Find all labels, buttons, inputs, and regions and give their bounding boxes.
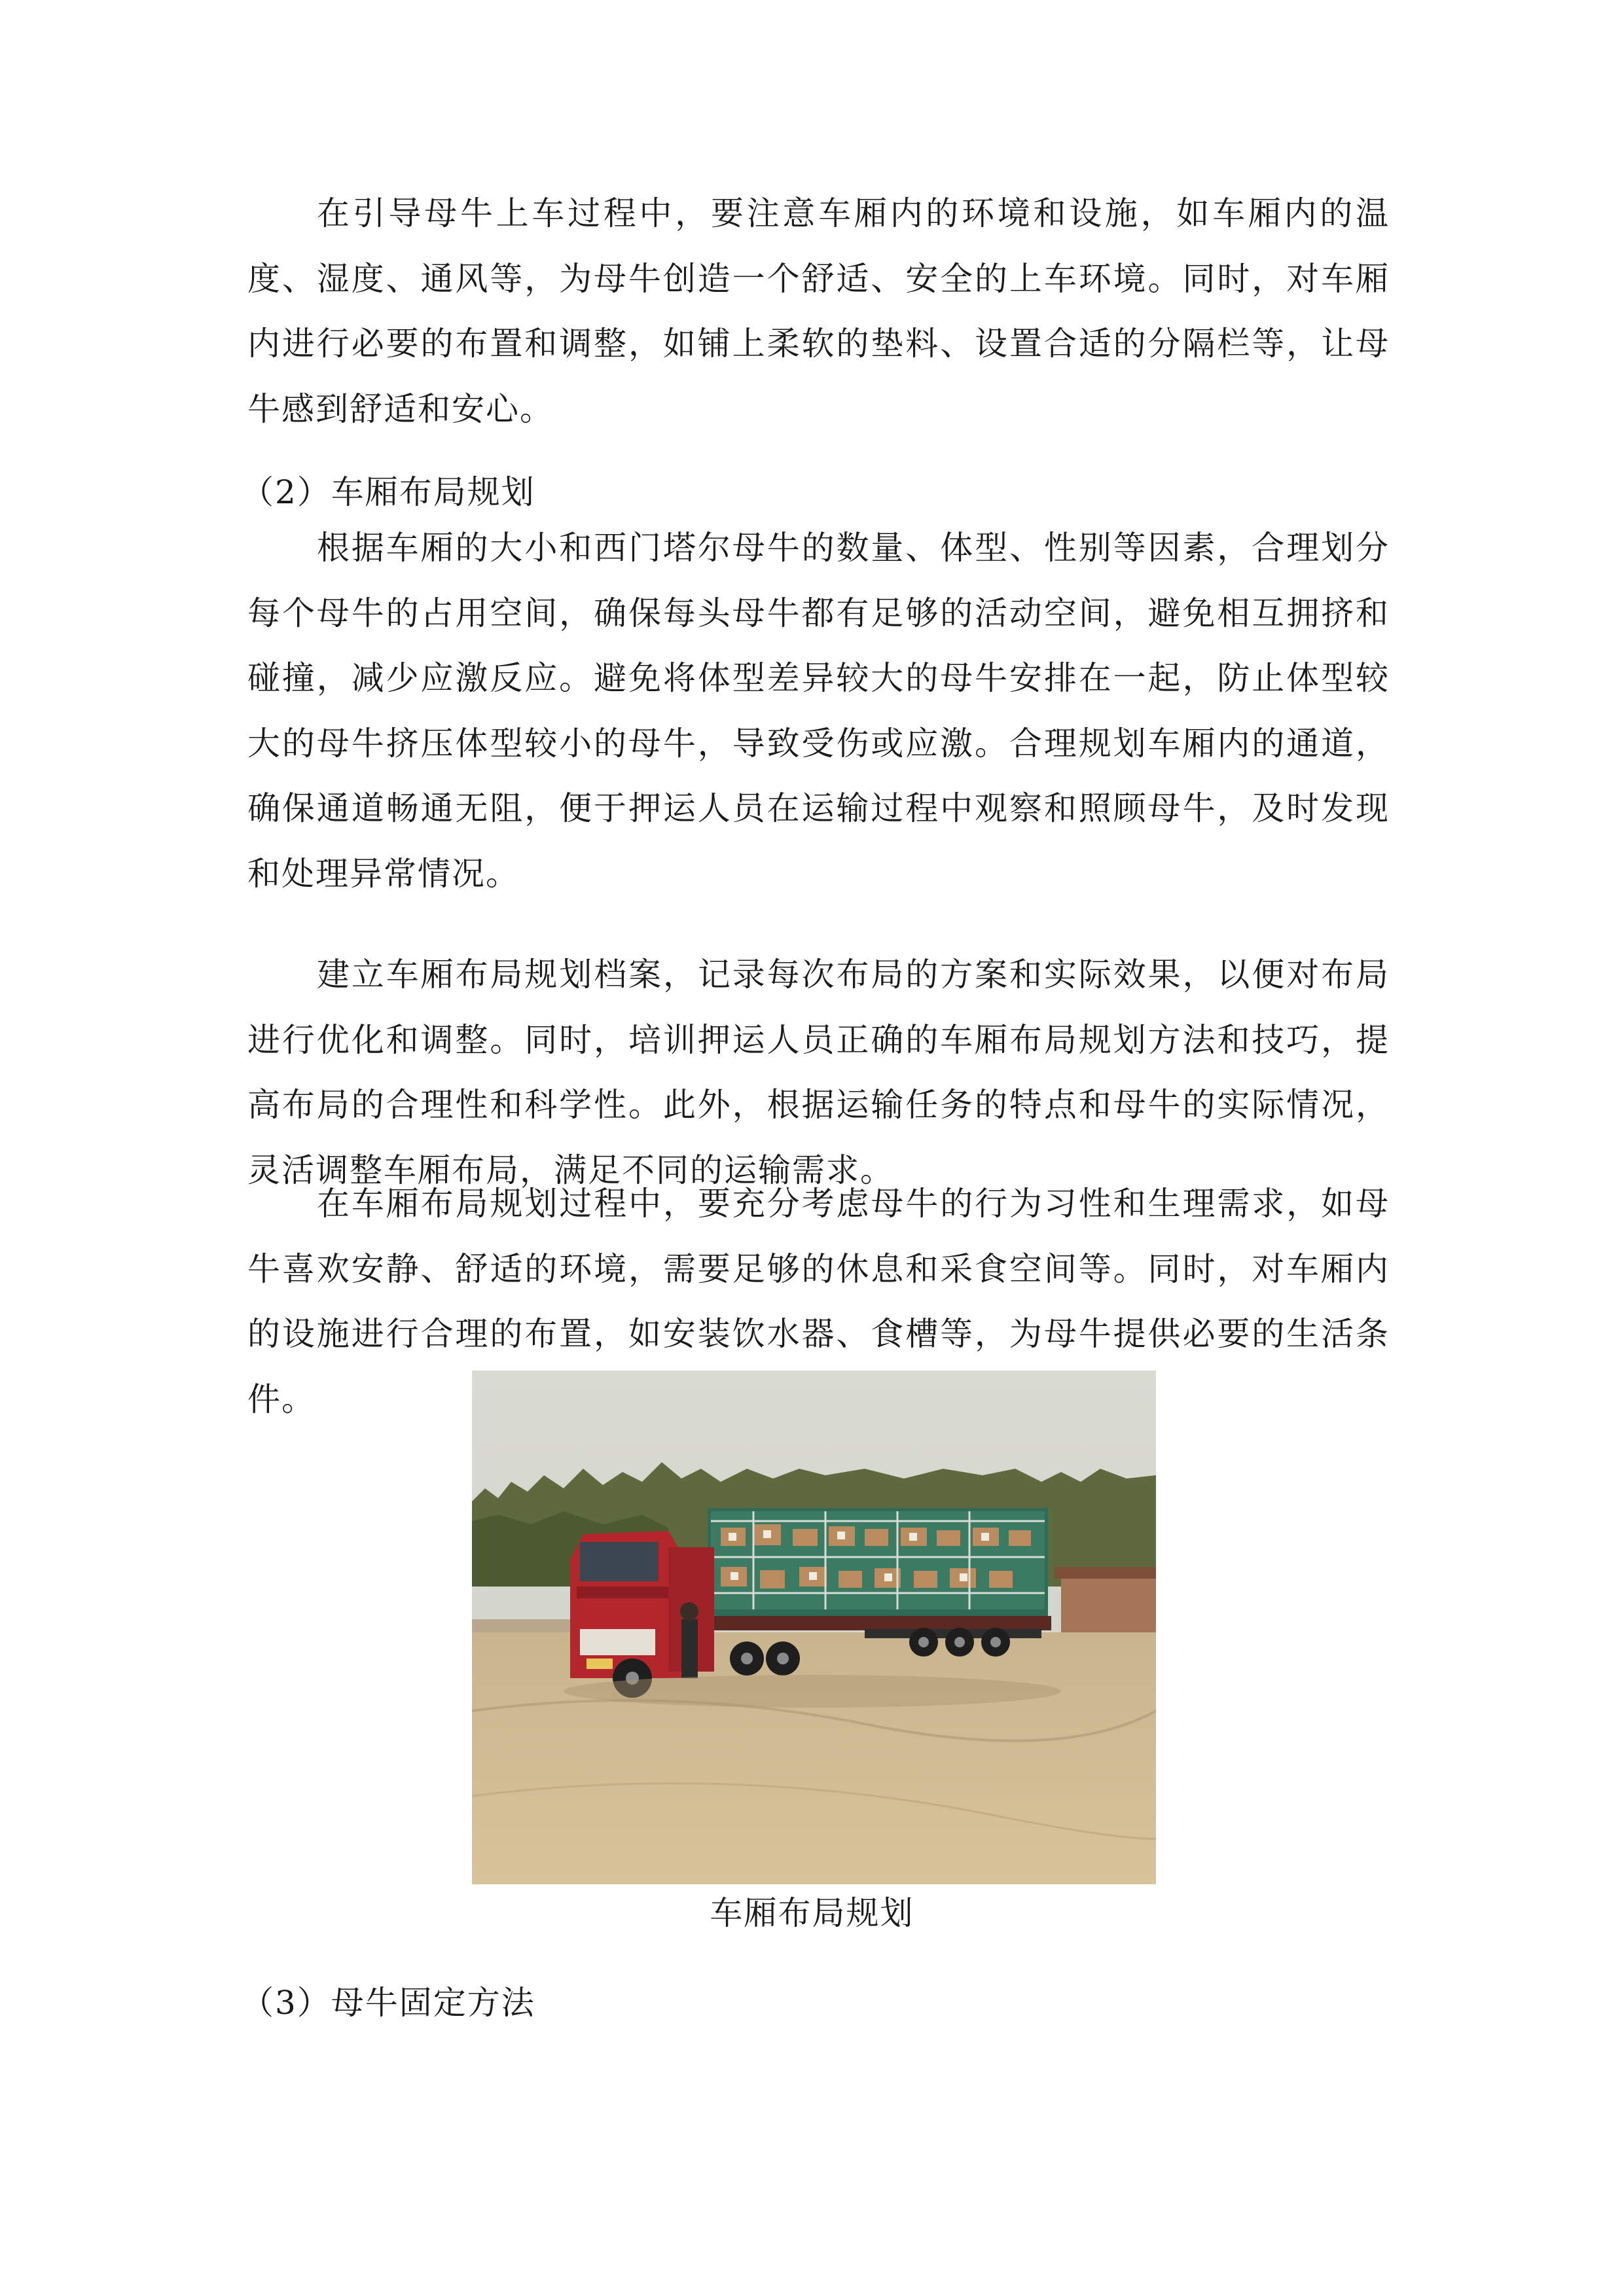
figure-caption: 车厢布局规划 xyxy=(710,1894,914,1932)
cattle-truck-photo xyxy=(472,1371,1156,1884)
paragraph-space-planning: 根据车厢的大小和西门塔尔母牛的数量、体型、性别等因素，合理划分每个母牛的占用空间，确保每头母牛都有足够的活动空间，避免相互拥挤和碰撞，减少应激反应。避免将体型差异较大的母牛安排在一起，防止体型较大的母牛挤压体型较小的母牛，导致受伤或应激。合理规划车厢内的通道，确保通道畅通无阻，便于押运人员在运输过程中观察和照顾母牛，及时发现和处理异常情况。 xyxy=(247,529,1390,893)
section-heading-fixing: （3）母牛固定方法 xyxy=(241,1984,535,2022)
paragraph-behavior-needs: 在车厢布局规划过程中，要充分考虑母牛的行为习性和生理需求，如母牛喜欢安静、舒适的环境，需要足够的休息和采食空间等。同时，对车厢内的设施进行合理的布置，如安装饮水器、食槽等，为母牛提供必要的生活条件。 xyxy=(247,1185,1390,1418)
section-heading-layout: （2）车厢布局规划 xyxy=(241,473,535,511)
paragraph-environment: 在引导母牛上车过程中，要注意车厢内的环境和设施，如车厢内的温度、湿度、通风等，为母牛创造一个舒适、安全的上车环境。同时，对车厢内进行必要的布置和调整，如铺上柔软的垫料、设置合适的分隔栏等，让母牛感到舒适和安心。 xyxy=(247,194,1390,428)
paragraph-layout-records: 建立车厢布局规划档案，记录每次布局的方案和实际效果，以便对布局进行优化和调整。同时，培训押运人员正确的车厢布局规划方法和技巧，提高布局的合理性和科学性。此外，根据运输任务的特点和母牛的实际情况，灵活调整车厢布局，满足不同的运输需求。 xyxy=(247,956,1390,1189)
